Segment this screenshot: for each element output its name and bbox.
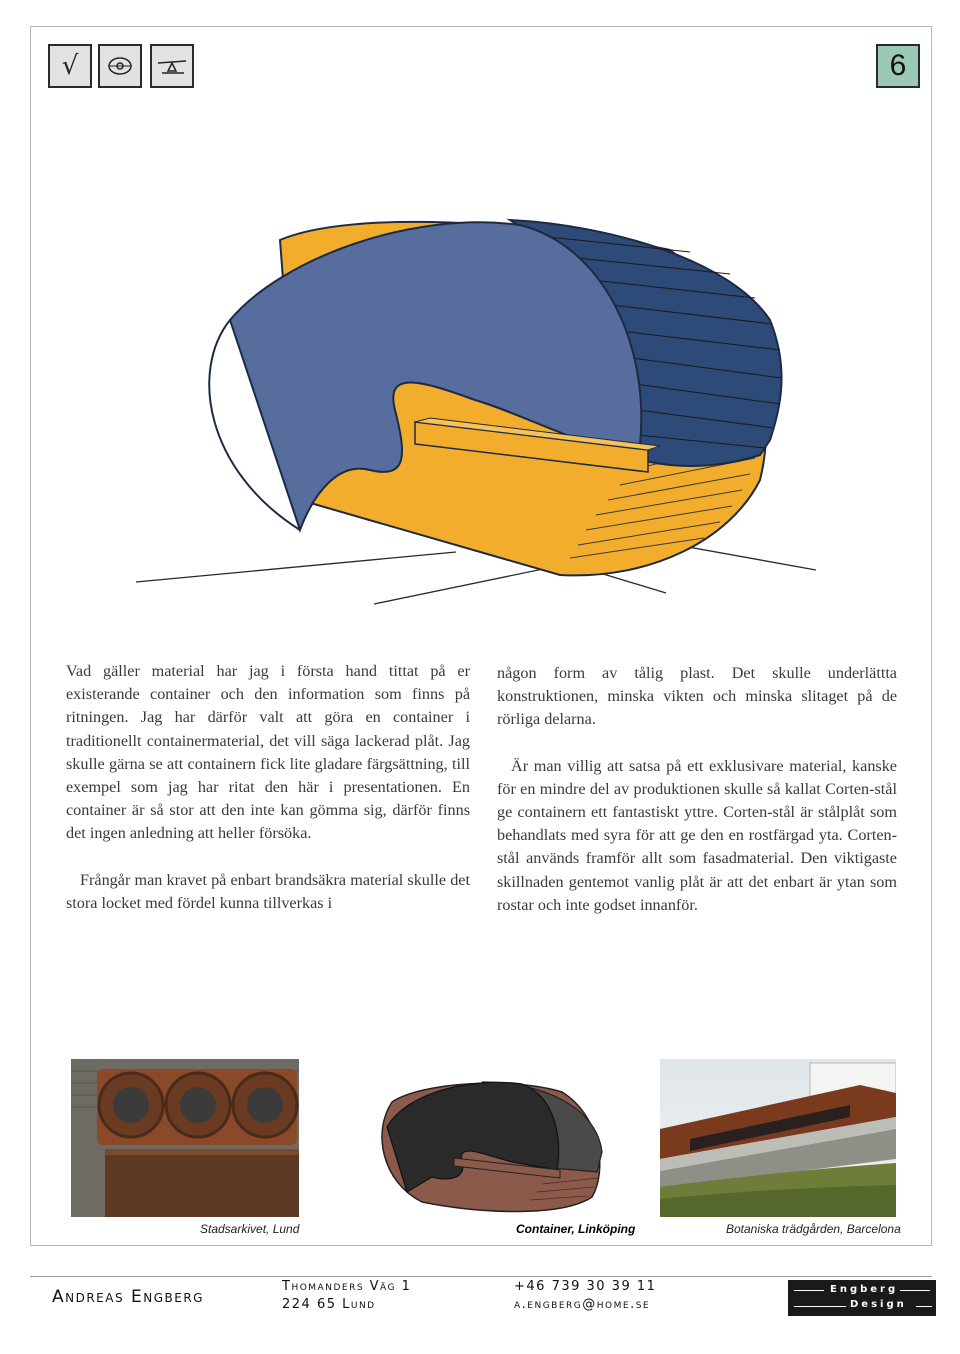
footer-email[interactable]: a.engberg@home.se [514,1297,651,1312]
container-illustration [130,200,830,610]
footer-divider [30,1276,932,1277]
logo-rule-top-right [900,1290,930,1291]
left-text-column [66,660,470,938]
caption-stadsarkivet: Stadsarkivet, Lund [200,1222,300,1236]
footer-address-line-2: 224 65 Lund [282,1297,376,1312]
logo-rule-top [794,1290,824,1291]
logo-rule-bottom [794,1306,846,1307]
logo-line-2: Design [850,1299,907,1310]
seesaw-drawing [154,51,190,81]
logo-line-1: Engberg [830,1284,899,1295]
caption-botaniska: Botaniska trädgården, Barcelona [726,1222,901,1236]
seesaw-icon [150,44,194,88]
photo-botaniska [660,1059,896,1217]
page-number-badge: 6 [876,44,920,88]
right-paragraph-1: någon form av tålig plast. Det skulle underlättta konstruktionen, minska vikten och minska slitaget på de rörliga delarna. [497,664,897,729]
eye-icon [98,44,142,88]
photo-stadsarkivet [71,1059,299,1217]
checkmark-icon: √ [48,44,92,88]
logo-rule-bottom-right [916,1306,932,1307]
photo-container-linkoping [362,1072,610,1217]
botaniska-drawing [660,1059,896,1217]
right-text-column [497,662,897,940]
caption-container-linkoping: Container, Linköping [516,1222,636,1236]
corten-container-drawing [362,1072,610,1217]
footer-name: Andreas Engberg [52,1287,204,1307]
stadsarkivet-drawing [71,1059,299,1217]
left-paragraph-2: Frångår man kravet på enbart brandsäkra material skulle det stora locket med fördel kunna tillverkas i [66,870,470,912]
eye-drawing [103,51,137,81]
engberg-design-logo [788,1280,936,1316]
footer-address-line-1: Thomanders Väg 1 [282,1279,412,1294]
left-paragraph-1: Vad gäller material har jag i första hand tittat på er existerande container och den information som finns på ritningen. Jag har därför valt att göra en container i traditionellt containermaterial, det vill säga lackerad plåt. Jag skulle gärna se att containern fick lite gladare färgsättning, till exempel som jag har ritat den här i presentationen. En container är så stor att den inte kan gömma sig, därför finns det ingen anledning att heller försöka. [66,662,470,843]
right-paragraph-2: Är man villig att satsa på ett exklusivare material, kanske för en mindre del av produktionen skulle så kallat Corten-stål ge containern ett fantastiskt yttre. Corten-stål är stålplåt som behandlats med syra för att ge den en rostfärgad yta. Corten-stål används framför allt som fasadmaterial. Den viktigaste skillnaden gentemot vanlig plåt är att det enbart är ytan som rostar och inte godset innanför. [497,756,897,914]
footer-phone: +46 739 30 39 11 [514,1279,657,1294]
